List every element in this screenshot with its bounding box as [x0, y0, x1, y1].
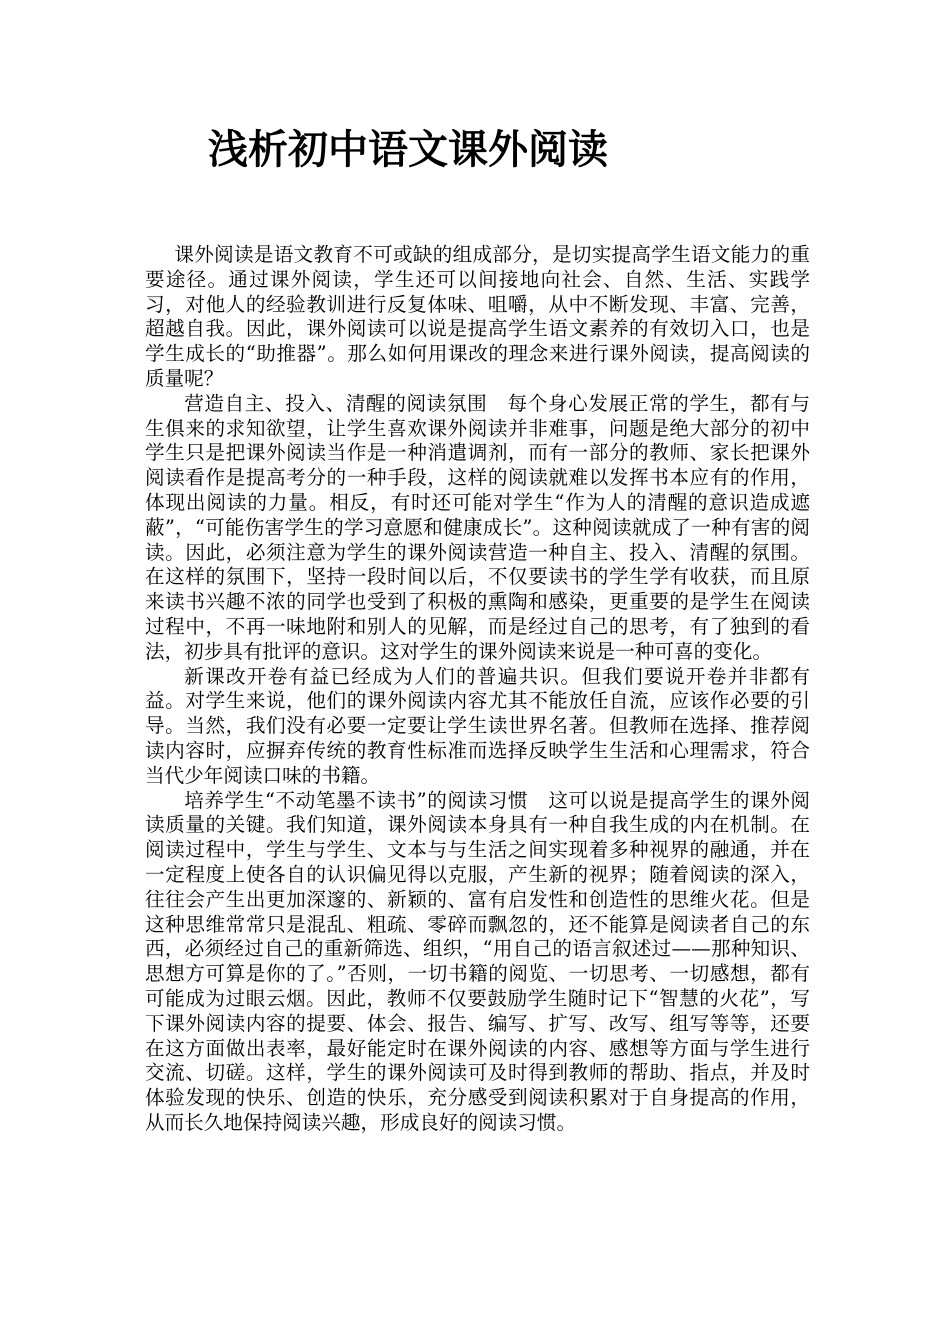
- document-body: [145, 243, 810, 1136]
- document-title: 浅析初中语文课外阅读: [208, 126, 608, 173]
- paragraph-atmosphere: 营造自主、投入、清醒的阅读氛围 每个身心发展正常的学生，都有与生俱来的求知欲望，让学生喜欢课外阅读并非难事，问题是绝大部分的初中学生只是把课外阅读当作是一种消遣调剂，而有一部分的教师、家长把课外阅读看作是提高考分的一种手段，这样的阅读就难以发挥书本应有的作用，体现出阅读的力量。相反，有时还可能对学生“作为人的清醒的意识造成遮蔽”，“可能伤害学生的学习意愿和健康成长”。这种阅读就成了一种有害的阅读。因此，必须注意为学生的课外阅读营造一种自主、投入、清醒的氛围。在这样的氛围下，坚持一段时间以后，不仅要读书的学生学有收获，而且原来读书兴趣不浓的同学也受到了积极的熏陶和感染，更重要的是学生在阅读过程中，不再一味地附和别人的见解，而是经过自己的思考，有了独到的看法，初步具有批评的意识。这对学生的课外阅读来说是一种可喜的变化。: [145, 391, 810, 663]
- paragraph-intro: 课外阅读是语文教育不可或缺的组成部分，是切实提高学生语文能力的重要途径。通过课外阅读，学生还可以间接地向社会、自然、生活、实践学习，对他人的经验教训进行反复体味、咀嚼，从中不断发现、丰富、完善，超越自我。因此，课外阅读可以说是提高学生语文素养的有效切入口，也是学生成长的“助推器”。那么如何用课改的理念来进行课外阅读，提高阅读的质量呢？: [145, 243, 810, 390]
- paragraph-reading-habits: 培养学生“不动笔墨不读书”的阅读习惯 这可以说是提高学生的课外阅读质量的关键。我们知道，课外阅读本身具有一种自我生成的内在机制。在阅读过程中，学生与学生、文本与与生活之间实现着多种视界的融通，并在一定程度上使各自的认识偏见得以克服，产生新的视界；随着阅读的深入，往往会产生出更加深邃的、新颖的、富有启发性和创造性的思维火花。但是这种思维常常只是混乱、粗疏、零碎而飘忽的，还不能算是阅读者自己的东西，必须经过自己的重新筛选、组织，“用自己的语言叙述过——那种知识、思想方可算是你的了。”否则，一切书籍的阅览、一切思考、一切感想，都有可能成为过眼云烟。因此，教师不仅要鼓励学生随时记下“智慧的火花”，写下课外阅读内容的提要、体会、报告、编写、扩写、改写、组写等等，还要在这方面做出表率，最好能定时在课外阅读的内容、感想等方面与学生进行交流、切磋。这样，学生的课外阅读可及时得到教师的帮助、指点，并及时体验发现的快乐、创造的快乐，充分感受到阅读积累对于自身提高的作用，从而长久地保持阅读兴趣，形成良好的阅读习惯。: [145, 788, 810, 1134]
- paragraph-content-selection: 新课改开卷有益已经成为人们的普遍共识。但我们要说开卷并非都有益。对学生来说，他们的课外阅读内容尤其不能放任自流，应该作必要的引导。当然，我们没有必要一定要让学生读世界名著。但教师在选择、推荐阅读内容时，应摒弃传统的教育性标准而选择反映学生生活和心理需求，符合当代少年阅读口味的书籍。: [145, 664, 810, 787]
